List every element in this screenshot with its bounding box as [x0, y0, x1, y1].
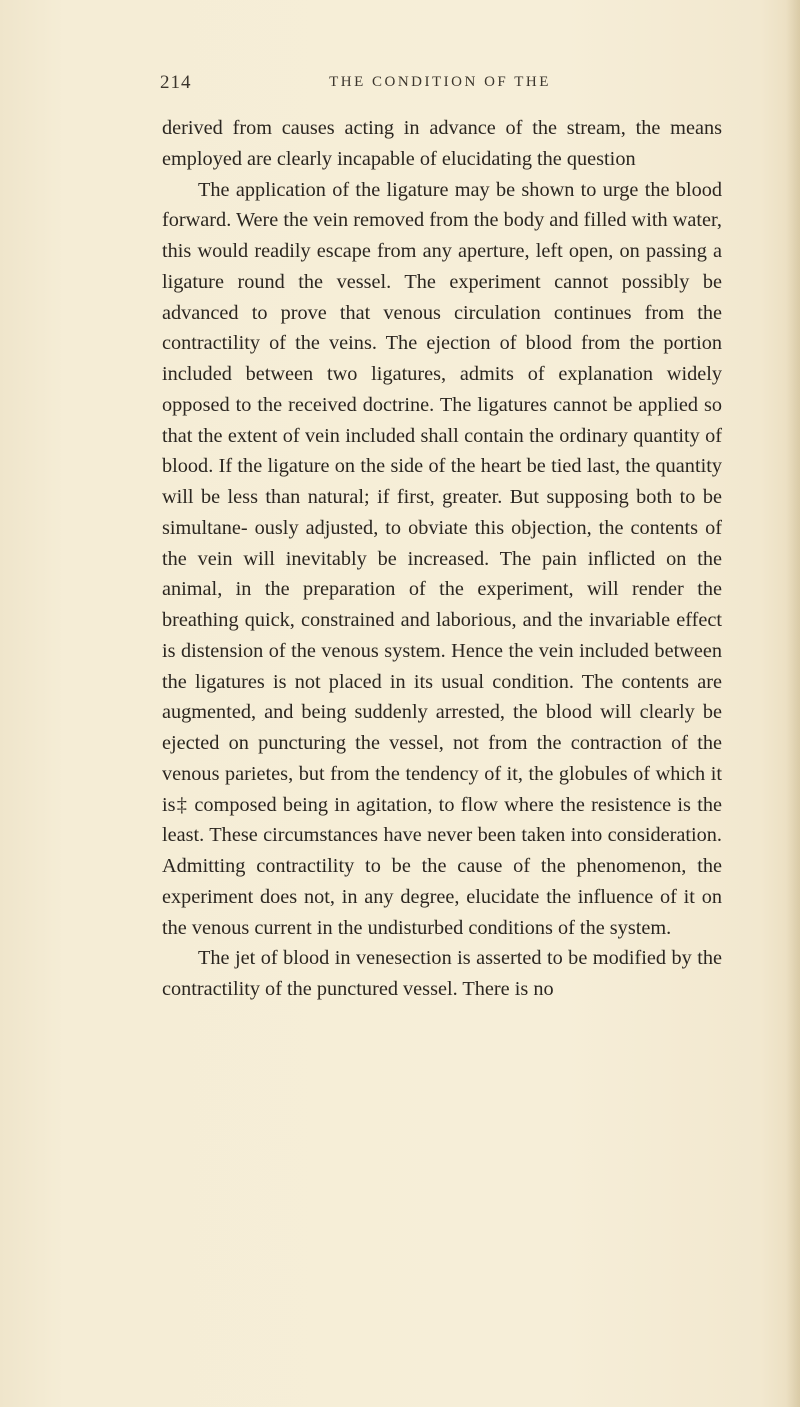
page-edge-shadow [786, 0, 800, 1407]
body-text [162, 113, 722, 1005]
running-head: THE CONDITION OF THE [329, 74, 551, 90]
page-header [160, 72, 720, 102]
paragraph-venesection-jet: The jet of blood in venesection is asserted to be modified by the contractility of the punctured vessel. There is no [162, 947, 722, 1000]
paragraph-continuation: derived from causes acting in advance of the stream, the means employed are clearly incapable of elucidating the question [162, 117, 722, 170]
page-number: 214 [160, 72, 192, 93]
paragraph-ligature-experiment: The application of the ligature may be shown to urge the blood forward. Were the vein removed from the body and filled with water, this would readily escape from any aperture, left open, on passing a ligature round the vessel. The experiment cannot possibly be advanced to prove that venous circulation continues from the contractility of the veins. The ejection of blood from the portion included between two ligatures, admits of explanation widely opposed to the received doctrine. The ligatures cannot be applied so that the extent of vein included shall contain the ordinary quantity of blood. If the ligature on the side of the heart be tied last, the quantity will be less than natural; if first, greater. But supposing both to be simultane- ously adjusted, to obviate this objection, the contents of the vein will inevitably be increased. The pain inflicted on the animal, in the preparation of the experiment, will render the breathing quick, constrained and laborious, and the invariable effect is distension of the venous system. Hence the vein included between the ligatures is not placed in its usual condition. The contents are augmented, and being suddenly arrested, the blood will clearly be ejected on puncturing the vessel, not from the contraction of the venous parietes, but from the tendency of it, the globules of which it is‡ composed being in agitation, to flow where the resistence is the least. These circumstances have never been taken into consideration. Admitting contractility to be the cause of the phenomenon, the experiment does not, in any degree, elucidate the influence of it on the venous current in the undisturbed conditions of the system. [162, 178, 722, 939]
